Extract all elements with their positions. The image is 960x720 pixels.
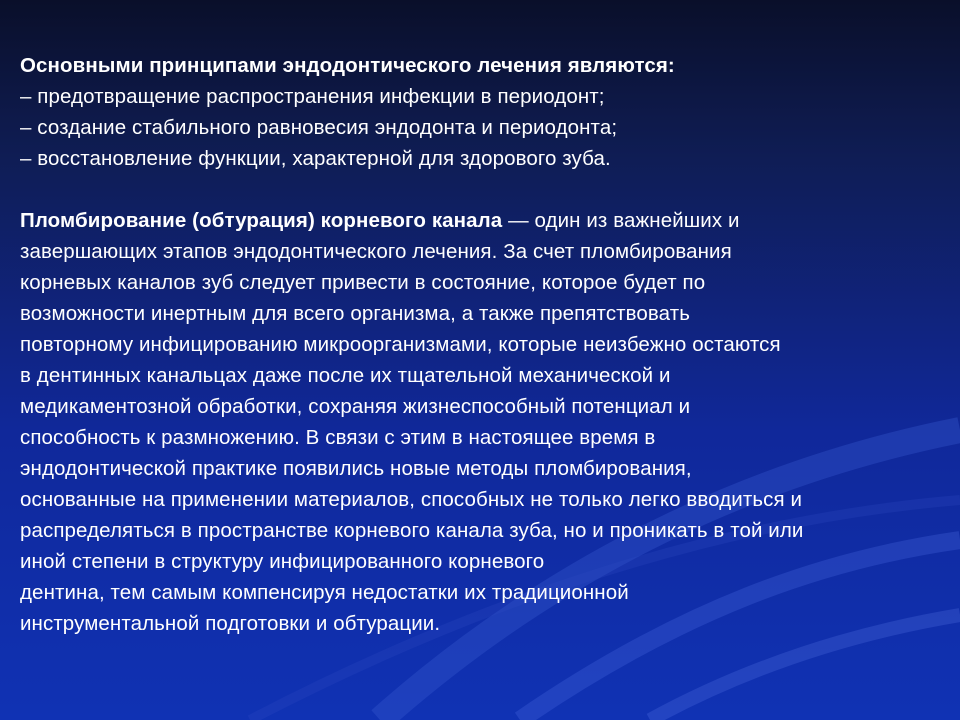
paragraph-line: в дентинных канальцах даже после их тщательной механической и — [20, 364, 671, 387]
principle-item: ‒ предотвращение распространения инфекции в периодонт; — [20, 85, 605, 108]
paragraph-line: иной степени в структуру инфицированного корневого — [20, 550, 545, 573]
paragraph-line: основанные на применении материалов, способных не только легко вводиться и — [20, 488, 803, 511]
principle-item: ‒ создание стабильного равновесия эндодонта и периодонта; — [20, 116, 618, 139]
paragraph-line: медикаментозной обработки, сохраняя жизнеспособный потенциал и — [20, 395, 691, 418]
paragraph-line: дентина, тем самым компенсируя недостатки их традиционной — [20, 581, 629, 604]
paragraph-line: завершающих этапов эндодонтического лечения. За счет пломбирования — [20, 240, 732, 263]
paragraph-line: повторному инфицированию микроорганизмами, которые неизбежно остаются — [20, 333, 781, 356]
paragraph-line: эндодонтической практике появились новые методы пломбирования, — [20, 457, 692, 480]
obturation-first-line — [20, 205, 950, 236]
principles-heading: Основными принципами эндодонтического лечения являются: — [20, 54, 675, 77]
slide-body — [20, 50, 950, 639]
paragraph-line: инструментальной подготовки и обтурации. — [20, 612, 441, 635]
paragraph-line: распределяться в пространстве корневого канала зуба, но и проникать в той или — [20, 519, 804, 542]
paragraph-line: способность к размножению. В связи с этим в настоящее время в — [20, 426, 656, 449]
obturation-term: Пломбирование (обтурация) корневого канала — [20, 209, 503, 232]
obturation-first-line-text: — один из важнейших и — [502, 209, 740, 232]
paragraph-gap — [20, 174, 950, 205]
paragraph-line: корневых каналов зуб следует привести в состояние, которое будет по — [20, 271, 706, 294]
paragraph-line: возможности инертным для всего организма, а также препятствовать — [20, 302, 690, 325]
principle-item: ‒ восстановление функции, характерной для здорового зуба. — [20, 147, 611, 170]
